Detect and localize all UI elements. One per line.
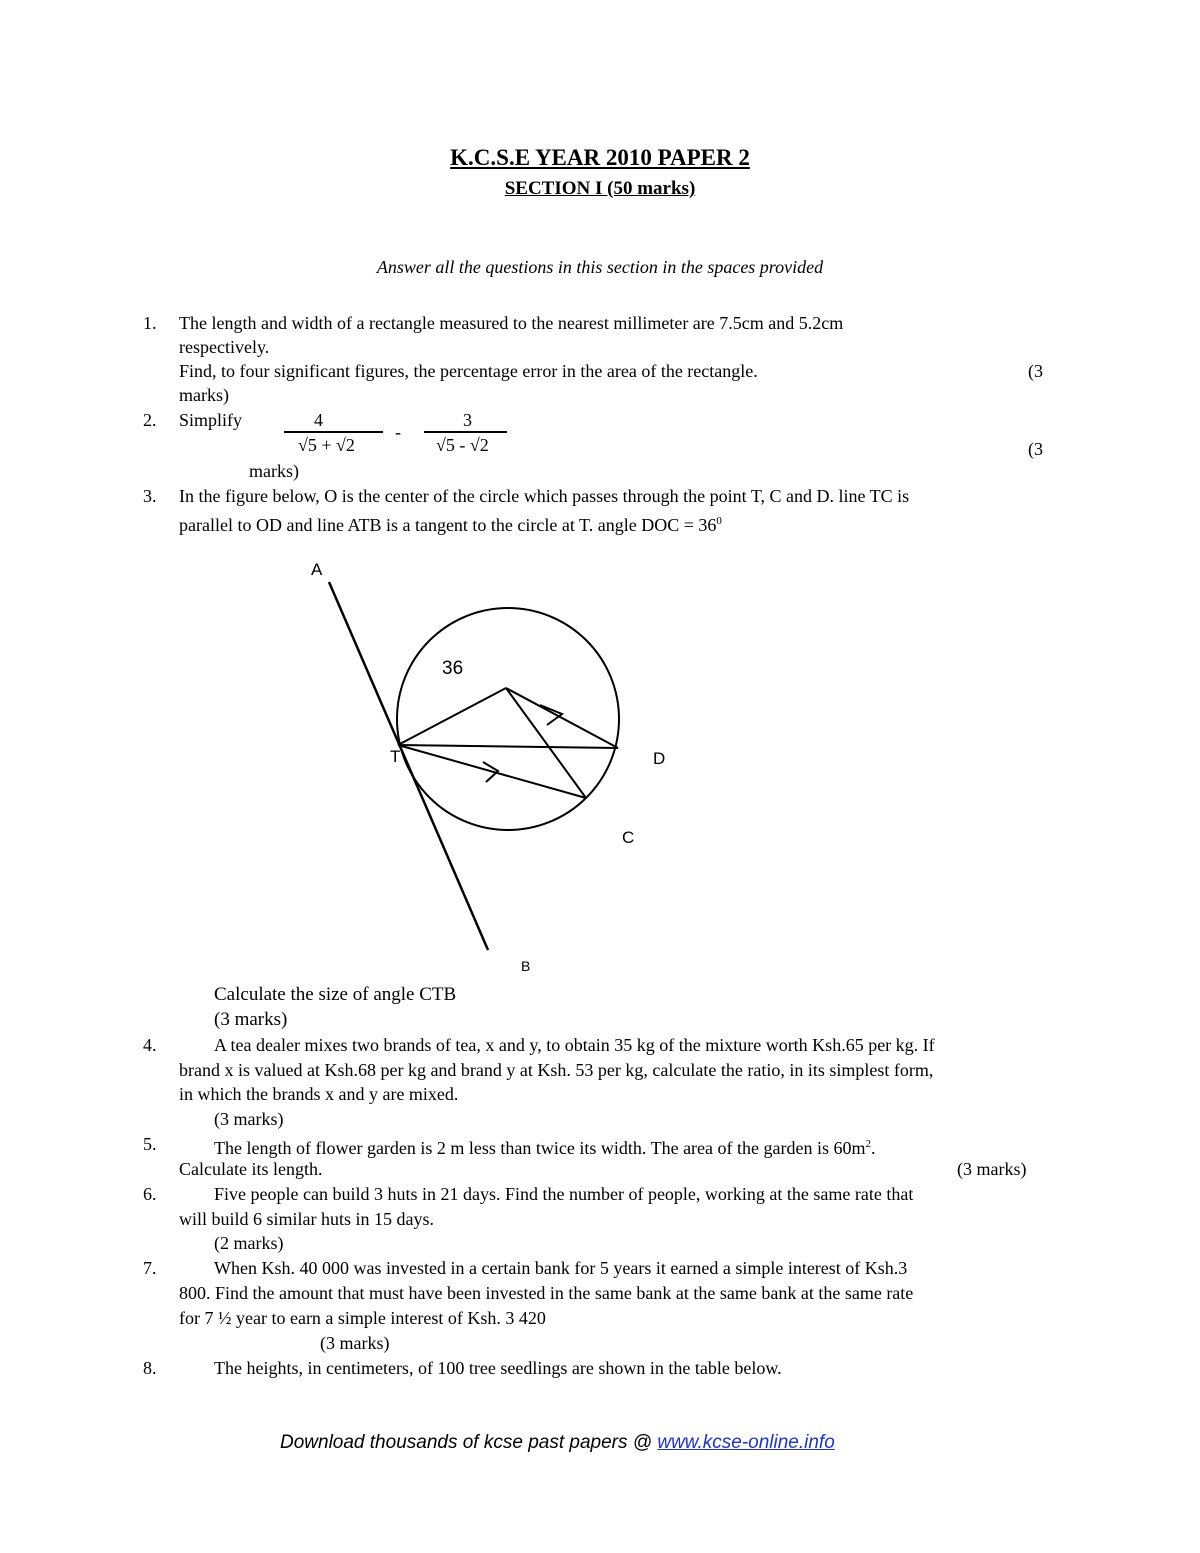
point-label-t: T (390, 747, 401, 766)
question-text: respectively. (179, 337, 270, 357)
paper-title: K.C.S.E YEAR 2010 PAPER 2 (450, 145, 750, 170)
marks: (3 marks) (320, 1333, 390, 1353)
section-heading: SECTION I (50 marks) (504, 178, 696, 199)
marks: (3 marks) (214, 1009, 288, 1030)
instructions: Answer all the questions in this section in the spaces provided (376, 257, 824, 277)
radius-oc (506, 688, 586, 798)
question-number: 2. (143, 410, 157, 430)
marks: (3 marks) (957, 1159, 1027, 1179)
degree-superscript: 0 (716, 515, 722, 527)
fraction-denominator: √5 + √2 (298, 435, 355, 455)
question-number: 7. (143, 1258, 157, 1278)
question-number: 8. (143, 1358, 157, 1378)
question-text: A tea dealer mixes two brands of tea, x and y, to obtain 35 kg of the mixture worth Ksh.65 per kg. If (214, 1035, 935, 1055)
angle-label: 36 (442, 658, 464, 679)
point-label-b: B (521, 958, 531, 974)
radius-od (506, 688, 618, 748)
question-text: brand x is valued at Ksh.68 per kg and brand y at Ksh. 53 per kg, calculate the ratio, in its simplest form, (179, 1060, 934, 1080)
question-number: 3. (143, 486, 157, 506)
question-text: parallel to OD and line ATB is a tangent to the circle at T. angle DOC = $36^0$ (179, 515, 722, 535)
question-number: 5. (143, 1134, 157, 1154)
question-text: The length and width of a rectangle measured to the nearest millimeter are 7.5cm and 5.2cm (179, 313, 844, 333)
point-label-c: C (622, 828, 635, 847)
question-text: in which the brands x and y are mixed. (179, 1084, 459, 1104)
question-number: 6. (143, 1184, 157, 1204)
question-text: 800. Find the amount that must have been invested in the same bank at the same bank at the same rate (179, 1283, 914, 1303)
footer (280, 1432, 835, 1454)
question-text: When Ksh. 40 000 was invested in a certain bank for 5 years it earned a simple interest of Ksh.3 (214, 1258, 908, 1278)
marks: (3 marks) (214, 1109, 284, 1129)
fraction-numerator: 3 (463, 410, 472, 430)
exponent-superscript: 2 (865, 1138, 871, 1150)
question-text: The heights, in centimeters, of 100 tree seedlings are shown in the table below. (214, 1358, 782, 1378)
point-label-d: D (653, 749, 666, 768)
question-task: Calculate the size of angle CTB (214, 984, 457, 1005)
question-text: will build 6 similar huts in 15 days. (179, 1209, 434, 1229)
question-text: In the figure below, O is the center of the circle which passes through the point T, C and D. line TC is (179, 486, 910, 506)
marks: marks) (179, 385, 229, 405)
marks: (3 (1028, 361, 1043, 381)
footer-text: Download thousands of kcse past papers @ (280, 1432, 658, 1453)
question-number: 1. (143, 313, 157, 333)
chord-td (398, 745, 618, 748)
question-text: Five people can build 3 huts in 21 days. Find the number of people, working at the same rate that (214, 1184, 914, 1204)
footer-link[interactable]: www.kcse-online.info (657, 1432, 835, 1453)
question-label: Simplify (179, 410, 243, 430)
radius-ot (398, 688, 506, 745)
minus-sign: - (395, 422, 401, 442)
chord-tc (398, 745, 586, 798)
question-text: Calculate its length. (179, 1159, 323, 1179)
tangent-line-atb (329, 582, 488, 950)
fraction-numerator: 4 (314, 410, 323, 430)
marks: (3 (1028, 439, 1043, 459)
question-number: 4. (143, 1035, 157, 1055)
question-text: for 7 ½ year to earn a simple interest of Ksh. 3 420 (179, 1308, 546, 1328)
marks: (2 marks) (214, 1233, 284, 1253)
fraction-denominator: √5 - √2 (436, 435, 489, 455)
point-label-a: A (311, 560, 323, 579)
question-text: Find, to four significant figures, the percentage error in the area of the rectangle. (179, 361, 758, 381)
marks: marks) (249, 461, 299, 481)
question-text: The length of flower garden is 2 m less than twice its width. The area of the garden is $60m^2$. (214, 1138, 876, 1158)
